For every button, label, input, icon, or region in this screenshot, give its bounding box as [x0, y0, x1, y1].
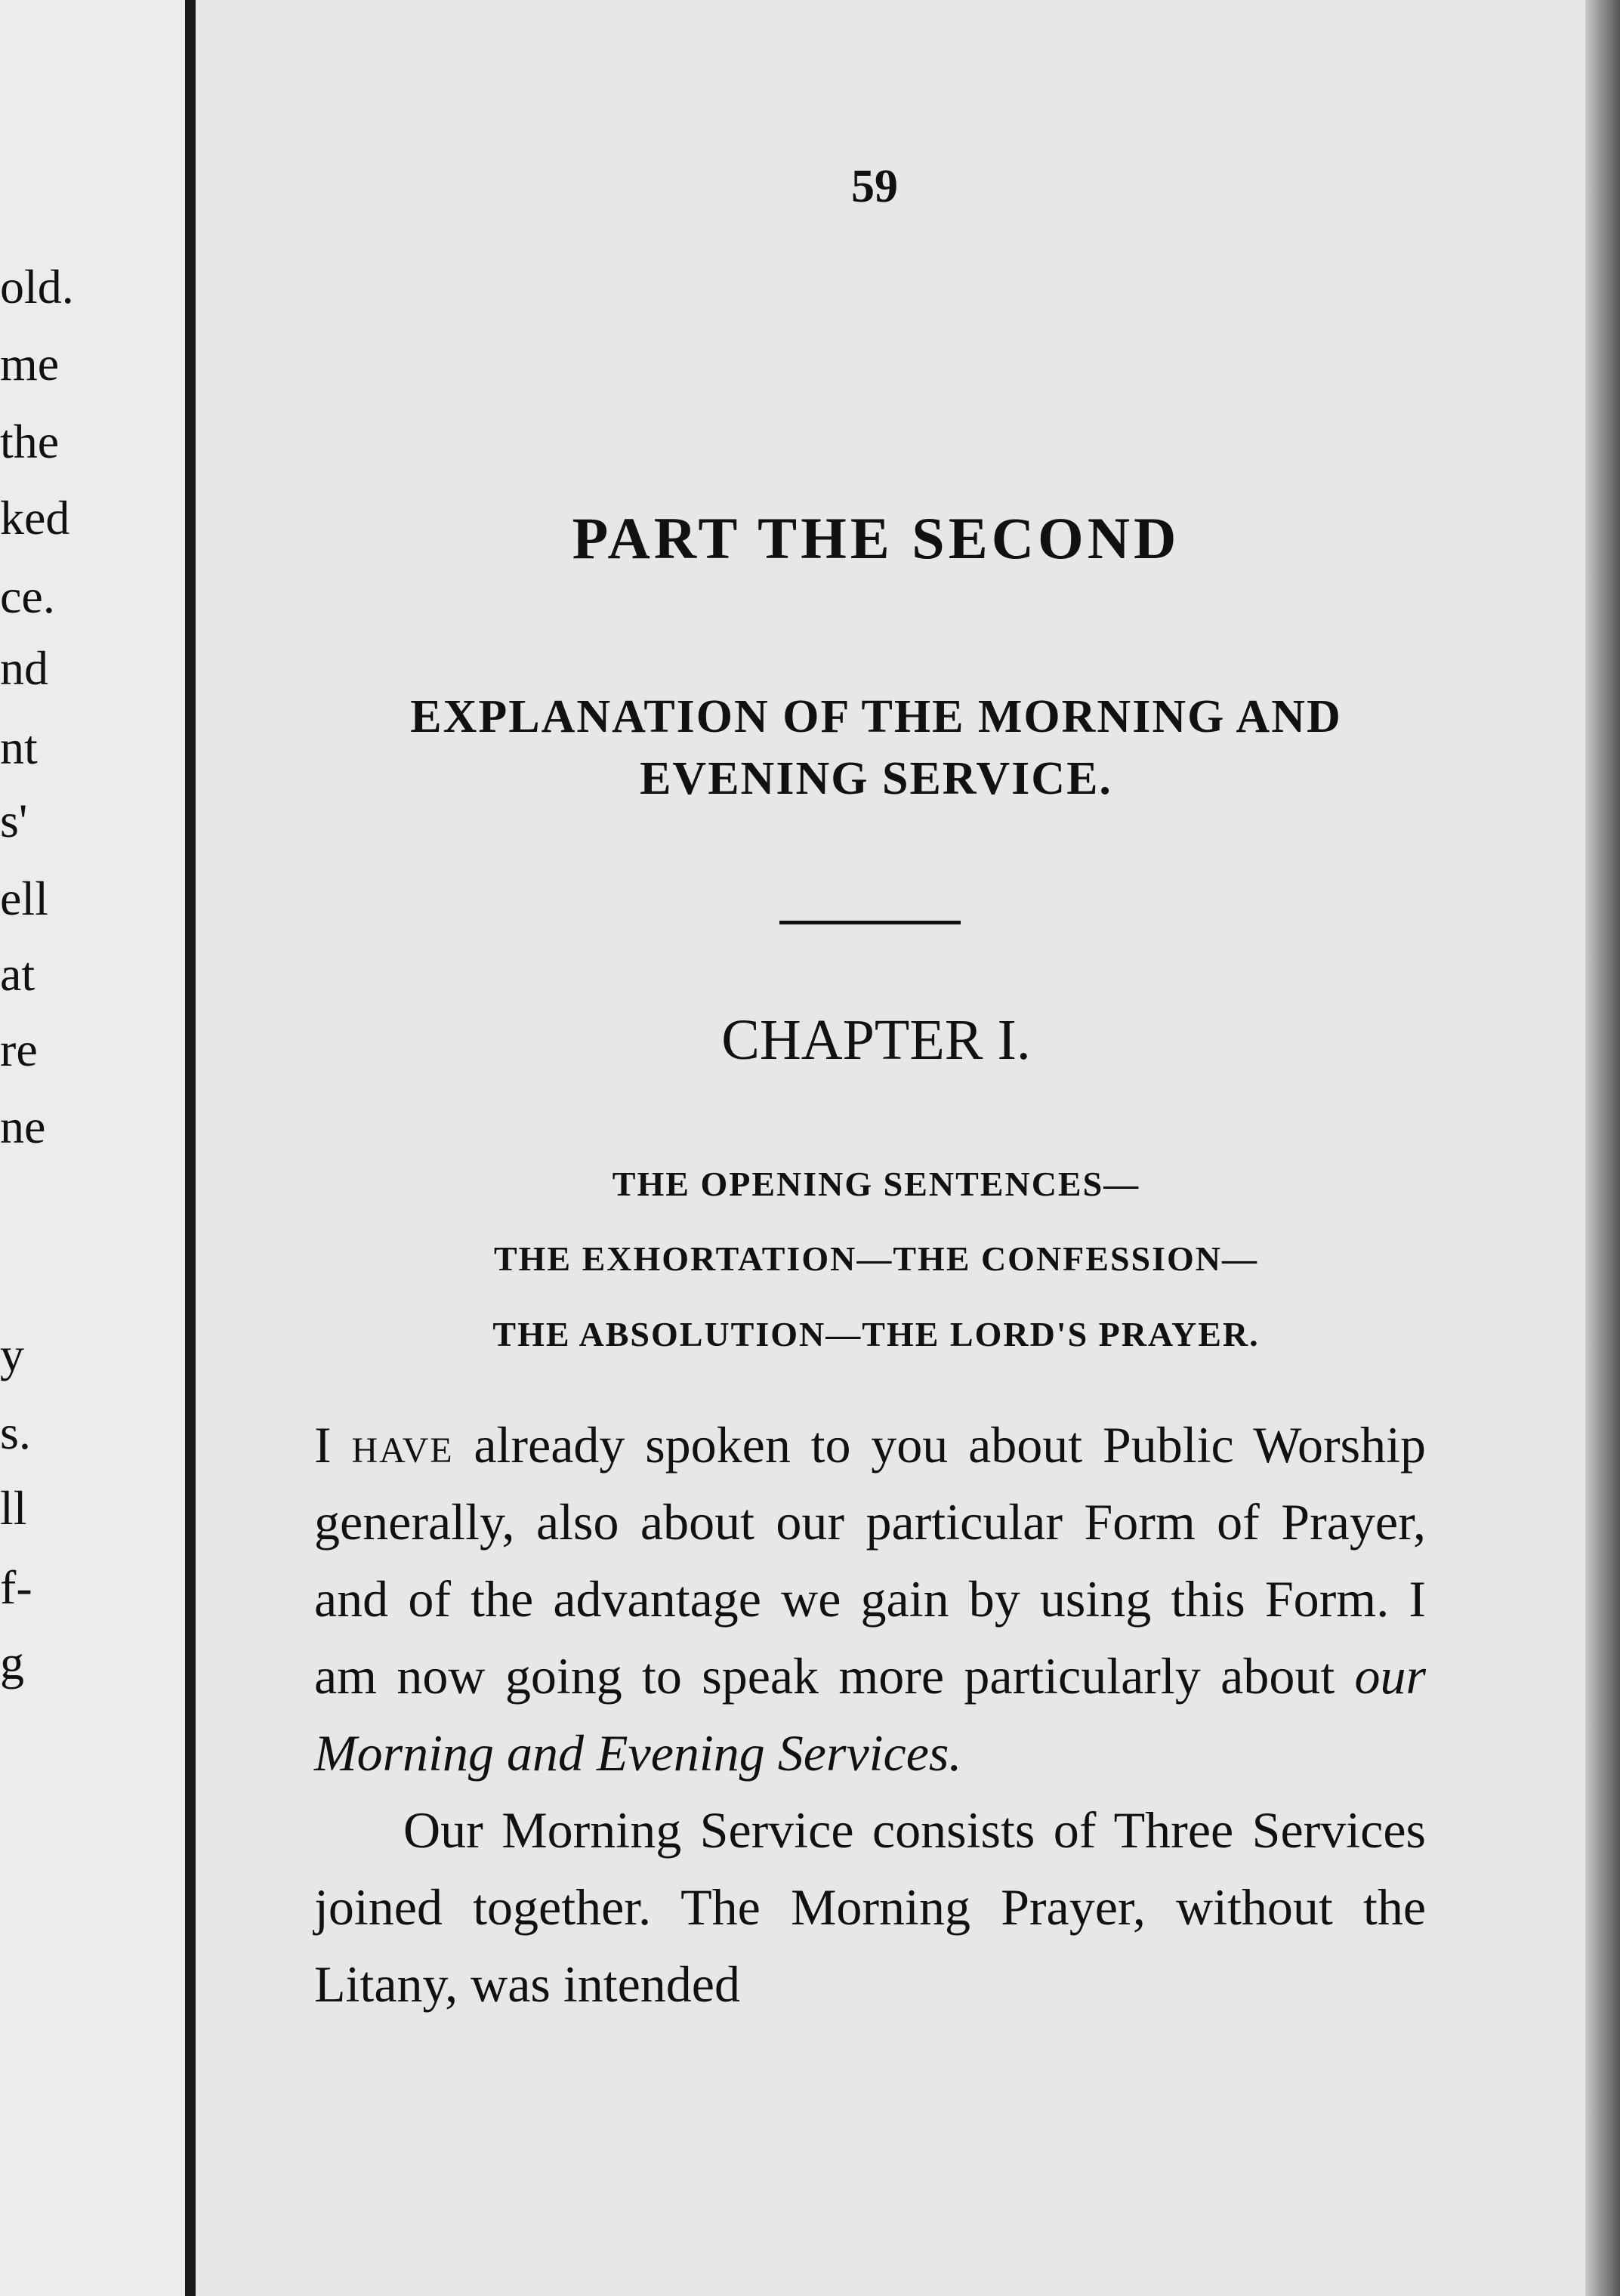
facing-line: ce.: [0, 569, 55, 623]
topic-line: THE EXHORTATION—THE CONFESSION—: [493, 1239, 1259, 1279]
topic-line: THE ABSOLUTION—THE LORD'S PRAYER.: [492, 1314, 1260, 1353]
emphasized-text: our Morning and Evening Services.: [314, 1647, 1426, 1782]
facing-line: s': [0, 794, 28, 847]
section-subtitle: [317, 686, 1435, 810]
section-divider: [779, 921, 961, 924]
facing-line: s.: [0, 1406, 31, 1459]
facing-line: nd: [0, 641, 48, 695]
facing-line: the: [0, 415, 60, 468]
facing-line: ked: [0, 491, 70, 545]
facing-line: old.: [0, 260, 74, 313]
page-edge-shadow: [1585, 0, 1620, 2296]
facing-page-fragment: [0, 0, 193, 2296]
initial-word: I: [314, 1416, 332, 1474]
facing-line: at: [0, 947, 35, 1001]
facing-line: re: [0, 1023, 38, 1076]
body-text: [314, 1406, 1426, 2023]
subtitle-line: EVENING SERVICE.: [640, 753, 1112, 805]
paragraph: Our Morning Service consists of Three Services joined together. The Morning Prayer, without the Litany, was intended: [314, 1801, 1426, 2013]
facing-line: f-: [0, 1560, 32, 1614]
facing-line: y: [0, 1328, 24, 1381]
part-title: PART THE SECOND: [572, 505, 1180, 571]
paragraph: [314, 1406, 1426, 1791]
facing-line: me: [0, 337, 60, 390]
facing-line: ll: [0, 1481, 27, 1535]
facing-line: nt: [0, 721, 38, 774]
chapter-title: CHAPTER I.: [721, 1008, 1031, 1072]
smallcaps-word: have: [351, 1416, 454, 1474]
subtitle-line: EXPLANATION OF THE MORNING AND: [410, 691, 1342, 742]
page-number: 59: [851, 161, 898, 212]
paragraph-text: already spoken to you about Public Worship generally, also about our particular Form of Prayer, and of the advantage we gain by using this Form. I am now going to speak more particularly about: [314, 1416, 1426, 1705]
chapter-topics: [317, 1146, 1435, 1372]
facing-line: ell: [0, 872, 48, 925]
facing-line: g: [0, 1636, 24, 1690]
facing-line: ne: [0, 1100, 46, 1153]
topic-line: THE OPENING SENTENCES—: [612, 1165, 1140, 1203]
book-gutter: [185, 0, 196, 2296]
